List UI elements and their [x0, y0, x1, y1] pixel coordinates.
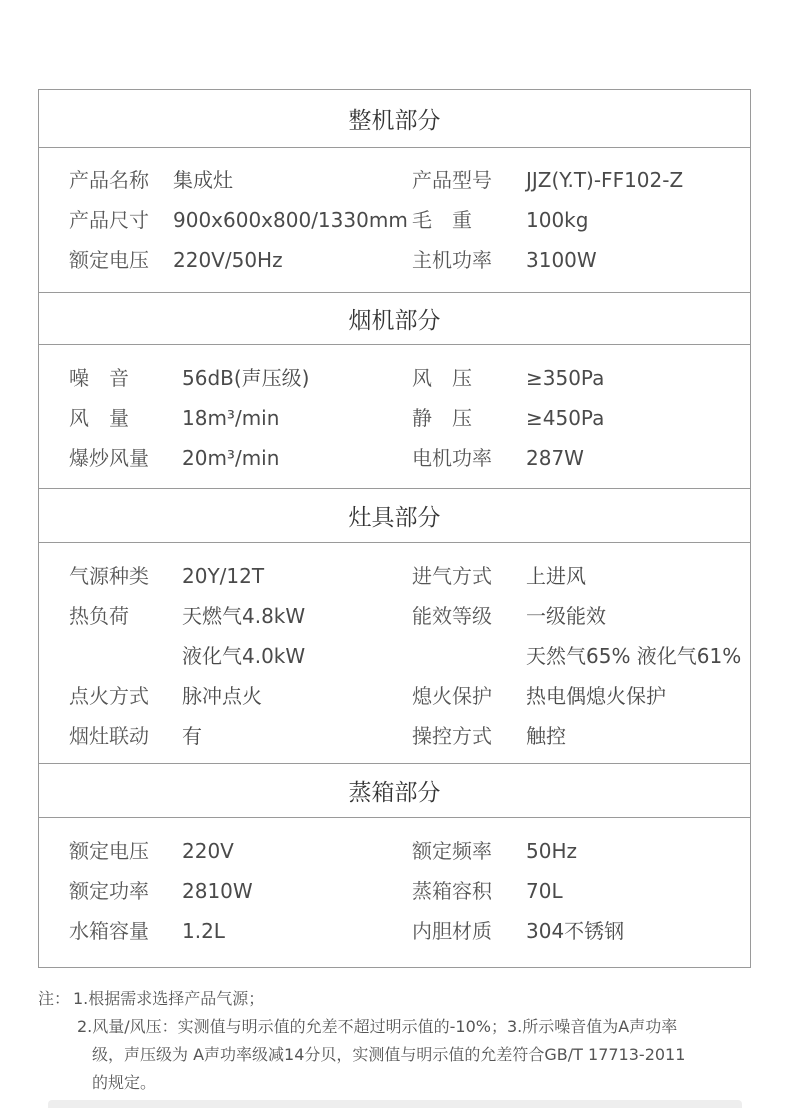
- section-body: [39, 147, 750, 292]
- note-line-1: 1.根据需求选择产品气源；: [73, 989, 265, 1008]
- section-body: [39, 817, 750, 967]
- spec-label: 点火方式: [69, 684, 149, 708]
- spec-label: 水箱容量: [69, 919, 149, 943]
- spec-value: 70L: [526, 879, 563, 903]
- spec-value: ≥350Pa: [526, 366, 605, 390]
- spec-label: 产品型号: [412, 168, 492, 192]
- spec-value: 900x600x800/1330mm: [173, 208, 408, 232]
- spec-label: 电机功率: [412, 446, 492, 470]
- spec-value: 18m³/min: [182, 406, 280, 430]
- spec-value: 287W: [526, 446, 584, 470]
- spec-table: [38, 89, 751, 968]
- spec-label: 主机功率: [412, 248, 492, 272]
- spec-label: 热负荷: [69, 604, 129, 628]
- spec-label: 产品尺寸: [69, 208, 149, 232]
- spec-value: 有: [182, 724, 202, 748]
- spec-label: 气源种类: [69, 564, 149, 588]
- section-title-text: 整机部分: [348, 108, 441, 134]
- spec-value: 热电偶熄火保护: [526, 684, 666, 708]
- spec-label: 额定频率: [412, 839, 492, 863]
- spec-value: 3100W: [526, 248, 597, 272]
- spec-value: 304不锈钢: [526, 919, 625, 943]
- spec-value: 集成灶: [173, 168, 233, 192]
- spec-value: JJZ(Y.T)-FF102-Z: [526, 168, 684, 192]
- section-title: [39, 292, 750, 344]
- spec-value: 触控: [526, 724, 566, 748]
- spec-value: 2810W: [182, 879, 253, 903]
- spec-value: 1.2L: [182, 919, 225, 943]
- spec-label: 风 压: [412, 366, 472, 390]
- spec-label: 爆炒风量: [69, 446, 149, 470]
- section-title: [39, 90, 750, 147]
- spec-value: 一级能效: [526, 604, 606, 628]
- spec-label: 噪 音: [69, 366, 129, 390]
- section-title-text: 烟机部分: [348, 308, 441, 334]
- spec-label: 进气方式: [412, 564, 492, 588]
- spec-label: 毛 重: [412, 208, 472, 232]
- spec-value: 脉冲点火: [182, 684, 262, 708]
- spec-label: 额定电压: [69, 839, 149, 863]
- spec-label: 产品名称: [69, 168, 149, 192]
- spec-value: 液化气4.0kW: [182, 644, 306, 668]
- section-title: [39, 763, 750, 817]
- spec-label: 静 压: [412, 406, 472, 430]
- note-prefix: 注：: [38, 989, 71, 1008]
- section-title-text: 蒸箱部分: [348, 780, 441, 806]
- bottom-panel-edge: [48, 1100, 742, 1108]
- spec-label: 蒸箱容积: [412, 879, 492, 903]
- section-body: [39, 344, 750, 488]
- spec-label: 额定电压: [69, 248, 149, 272]
- spec-value: 上进风: [526, 564, 586, 588]
- section-body: [39, 542, 750, 763]
- spec-value: 天然气65% 液化气61%: [526, 644, 742, 668]
- spec-label: 熄火保护: [412, 684, 492, 708]
- note-line-2: 2.风量/风压：实测值与明示值的允差不超过明示值的-10%；3.所示噪音值为A声功率: [77, 1017, 678, 1036]
- spec-label: 内胆材质: [412, 919, 492, 943]
- spec-value: 220V/50Hz: [173, 248, 283, 272]
- spec-label: 操控方式: [412, 724, 492, 748]
- note-line-3: 级，声压级为 A声功率级减14分贝，实测值与明示值的允差符合GB/T 17713-2011: [92, 1045, 686, 1064]
- spec-value: 天燃气4.8kW: [182, 604, 306, 628]
- spec-value: 20Y/12T: [182, 564, 265, 588]
- note-line-4: 的规定。: [92, 1073, 157, 1092]
- spec-label: 风 量: [69, 406, 129, 430]
- spec-label: 额定功率: [69, 879, 149, 903]
- spec-value: 50Hz: [526, 839, 577, 863]
- spec-label: 能效等级: [412, 604, 492, 628]
- section-title: [39, 488, 750, 542]
- spec-value: 100kg: [526, 208, 589, 232]
- spec-value: ≥450Pa: [526, 406, 605, 430]
- spec-value: 56dB(声压级): [182, 366, 310, 390]
- section-title-text: 灶具部分: [348, 505, 441, 531]
- spec-label: 烟灶联动: [69, 724, 149, 748]
- spec-value: 220V: [182, 839, 234, 863]
- spec-value: 20m³/min: [182, 446, 280, 470]
